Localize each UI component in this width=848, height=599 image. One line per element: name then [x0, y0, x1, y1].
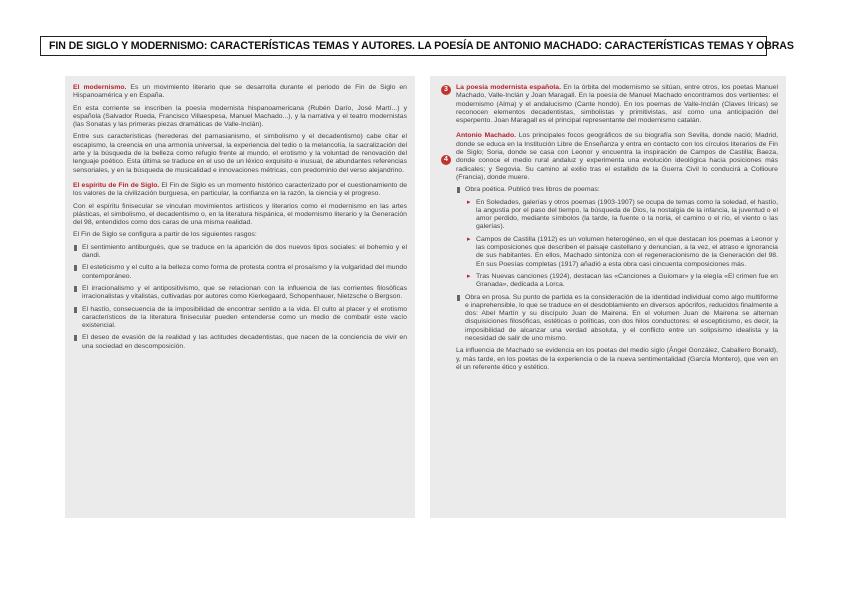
sub-list-item: ▸ Campos de Castilla (1912) es un volumen heterogéneo, en el que destacan los poemas a Leonor y las composiciones que describen el paisaje castellano y denuncian, a la vez, el atraso e ignorancia de sus habitantes. En ellos, Machado sintoniza con el regeneracionismo de la Generación del 98. En sus Poesías completas (1917) añadió a esta obra casi cincuenta composiciones más.: [456, 236, 778, 269]
paragraph-influencia: La influencia de Machado se evidencia en los poetas del medio siglo (Ángel González, Caballero Bonald), y, más tarde, en los poetas de la experiencia o de la nueva sentimentalidad (García Montero), que ven en él un referente ético y estético.: [456, 347, 778, 371]
list-item: El sentimiento antiburgués, que se traduce en la aparición de dos nuevos tipos sociales: el bohemio y el dandi.: [73, 244, 407, 261]
left-panel: [65, 76, 415, 518]
paragraph-espiritu: [73, 182, 407, 199]
title-box: [40, 36, 794, 56]
list-item: El hastío, consecuencia de la imposibilidad de encontrar sentido a la vida. El culto al placer y el erotismo característicos de la literatura finisecular pueden entenderse como un medio de combatir este vacío existencial.: [73, 306, 407, 331]
heading-espiritu: El espíritu de Fin de Siglo.: [73, 181, 160, 189]
paragraph-corriente: En esta corriente se inscriben la poesía modernista hispanoamericana (Rubén Darío, José Martí...) y española (Salvador Rueda, Francisco Villaespesa, Manuel Machado...), y la narrativa y el teatro modernistas (las Sonatas y las primeras piezas dramáticas de Valle-Inclán).: [73, 104, 407, 129]
text-poesia-modernista: En la órbita del modernismo se sitúan, entre otros, los poetas Manuel Machado, Valle-Inclán y Joan Maragall. En la poesía de Manuel Machado encontramos dos vertientes: el modernismo (Alma) y el andalucismo (Cante hondo). En los poemas de Valle-Inclán (Claves líricas) se reconocen elementos decadentistas, simbolistas y primitivistas, así como una anticipación del esperpento. Joan Maragall es el principal representante del modernismo catalán.: [456, 84, 778, 125]
heading-modernismo: El modernismo.: [73, 84, 127, 91]
paragraph-antonio-machado: [456, 132, 778, 182]
obra-poetica-item: Obra poética. Publicó tres libros de poemas:: [456, 186, 778, 194]
list-item: El irracionalismo y el antipositivismo, que se relacionan con la influencia de las corrientes filosóficas irracionalistas y vitalistas, cultivadas por autores como Kierkegaard, Schopenhauer, Nietzsche o Bergson.: [73, 285, 407, 302]
paragraph-modernismo: [73, 84, 407, 101]
section-number-4: 4: [441, 155, 451, 165]
heading-antonio-machado: Antonio Machado.: [456, 132, 517, 140]
sub-list-item: ▸ En Soledades, galerías y otros poemas (1903-1907) se ocupa de temas como la soledad, el hastío, la angustia por el paso del tiempo, la búsqueda de Dios, la nostalgia de la infancia, la juventud o el amor perdido, mediante símbolos (la tarde, la fuente o la noria, el camino o el río, el viento o las galerías).: [456, 199, 778, 232]
text-modernismo: Es un movimiento literario que se desarrolla durante el periodo de Fin de Siglo en Hispanoamérica y en España.: [73, 84, 407, 100]
obra-prosa-item: Obra en prosa. Su punto de partida es la consideración de la identidad individual como algo multiforme e inaprehensible, lo que se traduce en el desdoblamiento en diversos apócrifos, reducidos finalmente a dos: Abel Martín y su discípulo Juan de Mairena. En el volumen Juan de Mairena se alternan disquisiciones filosóficas, estéticas o políticas, con dos hilos conductores: el escepticismo, es decir, la imposibilidad de alcanzar una verdad absoluta, y el conflicto entre un solipsismo idealista y la necesidad de salir de uno mismo.: [456, 294, 778, 344]
paragraph-espiritu-finisecular: Con el espíritu finisecular se vinculan movimientos artísticos y literarios como el modernismo en las artes plásticas, el simbolismo, el decadentismo o, en la literatura hispánica, el modernismo literario y la Generación del 98, entendidos como dos caras de una misma realidad.: [73, 202, 407, 227]
section-number-3: 3: [441, 85, 451, 95]
paragraph-caracteristicas: Entre sus características (herederas del parnasianismo, el simbolismo y el decadentismo) cabe citar el escapismo, la creencia en una armonía universal, la experiencia del tedio o la melancolía, la sacralización del arte y la búsqueda de la belleza como refugio frente al mundo, el erotismo y la voluntad de renovación del lenguaje poético. Esta última se traduce en el uso de un léxico exquisito e inusual, de abundantes referencias sensoriales, y en la búsqueda de musicalidad e innovaciones métricas, con predominio del verso alejandrino.: [73, 133, 407, 174]
sub-list-item: ▸ Tras Nuevas canciones (1924), destacan las «Canciones a Guiomar» y la elegía «El crimen fue en Granada», dedicada a Lorca.: [456, 273, 778, 290]
list-item: El esteticismo y el culto a la belleza como forma de protesta contra el prosaísmo y la vulgaridad del mundo contemporáneo.: [73, 264, 407, 281]
heading-poesia-modernista: La poesía modernista española.: [456, 84, 562, 91]
text-espiritu: El Fin de Siglo es un momento histórico caracterizado por el cuestionamiento de los valores de la civilización burguesa, en particular, la confianza en la razón, la ciencia y el progreso.: [73, 181, 407, 198]
right-panel: [430, 76, 786, 518]
paragraph-poesia-modernista: [456, 84, 778, 125]
text-antonio-machado: Los principales focos geográficos de su biografía son Sevilla, donde nació; Madrid, donde se educa en la Institución Libre de Enseñanza y entra en contacto con los círculos literarios de Fin de Siglo; Soria, donde se casa con Leonor y encuentra la inspiración de Campos de Castilla; Baeza, donde conoce el medio rural andaluz y experimenta una evolución ideológica hacia posiciones más radicales; y Segovia. Su camino al exilio tras el estallido de la Guerra Civil lo conducirá a Collioure (Francia), donde muere.: [456, 132, 778, 181]
paragraph-rasgos: El Fin de Siglo se configura a partir de los siguientes rasgos:: [73, 231, 257, 239]
page-title: FIN DE SIGLO Y MODERNISMO: CARACTERÍSTICAS TEMAS Y AUTORES. LA POESÍA DE ANTONIO MACHADO: CARACTERÍSTICAS TEMAS Y OBRAS: [49, 40, 794, 52]
list-item: El deseo de evasión de la realidad y las actitudes decadentistas, que nacen de la conciencia de vivir en una sociedad en descomposición.: [73, 334, 407, 351]
